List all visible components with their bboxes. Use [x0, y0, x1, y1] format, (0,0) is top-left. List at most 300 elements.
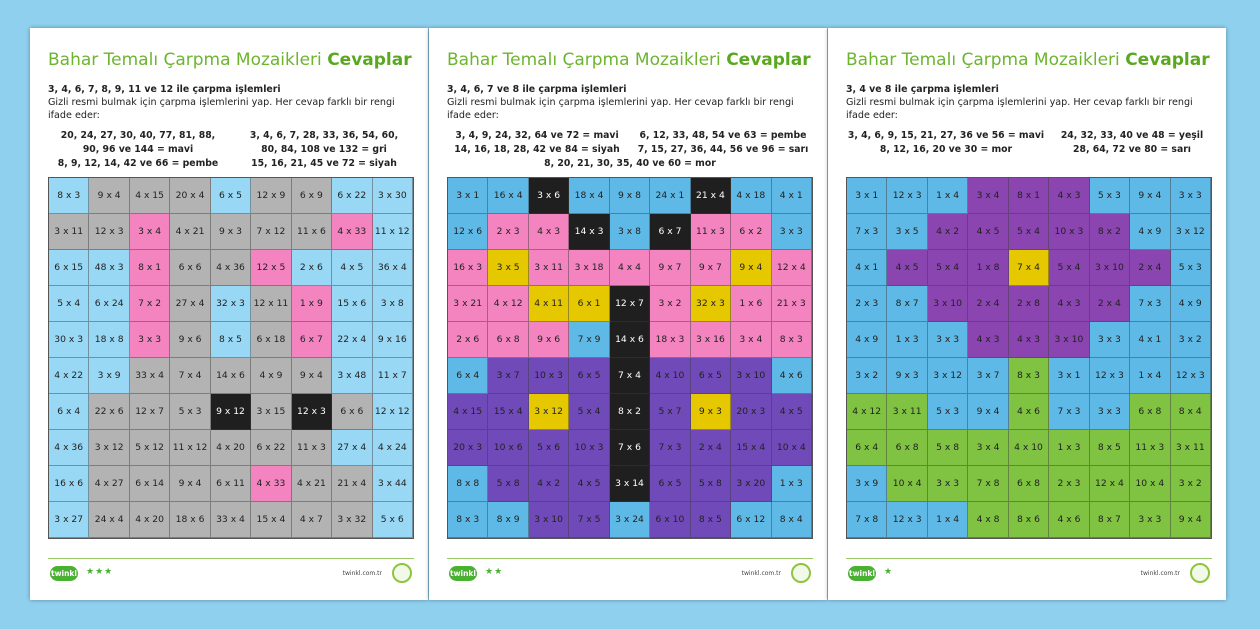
mosaic-cell: 12 x 7 — [130, 394, 170, 430]
mosaic-cell: 3 x 11 — [529, 250, 569, 286]
mosaic-cell: 11 x 12 — [170, 430, 210, 466]
mosaic-cell: 9 x 3 — [887, 358, 927, 394]
mosaic-cell: 12 x 3 — [887, 502, 927, 538]
key-line: 90, 96 ve 144 = mavi — [82, 144, 194, 155]
title-bold-text: Cevaplar — [327, 50, 412, 70]
mosaic-cell: 6 x 4 — [49, 394, 89, 430]
mosaic-cell: 3 x 44 — [373, 466, 413, 502]
mosaic-cell: 3 x 12 — [1171, 214, 1211, 250]
color-key — [846, 129, 1212, 157]
mosaic-cell: 16 x 4 — [488, 178, 528, 214]
mosaic-cell: 12 x 12 — [373, 394, 413, 430]
mosaic-cell: 2 x 6 — [292, 250, 332, 286]
difficulty-stars: ★★ — [485, 567, 504, 577]
color-key — [48, 129, 414, 171]
mosaic-cell: 9 x 3 — [211, 214, 251, 250]
mosaic-cell: 24 x 4 — [89, 502, 129, 538]
mosaic-cell: 3 x 20 — [731, 466, 771, 502]
mosaic-cell: 9 x 16 — [373, 322, 413, 358]
worksheet-2 — [429, 28, 827, 600]
mosaic-cell: 24 x 1 — [650, 178, 690, 214]
mosaic-cell: 12 x 3 — [89, 214, 129, 250]
mosaic-cell: 6 x 11 — [211, 466, 251, 502]
mosaic-cell: 4 x 5 — [332, 250, 372, 286]
mosaic-cell: 16 x 6 — [49, 466, 89, 502]
mosaic-cell: 8 x 3 — [448, 502, 488, 538]
mosaic-cell: 16 x 3 — [448, 250, 488, 286]
mosaic-cell: 4 x 3 — [1049, 286, 1089, 322]
mosaic-cell: 4 x 15 — [130, 178, 170, 214]
mosaic-cell: 1 x 8 — [968, 250, 1008, 286]
twinkl-logo: twinkl — [848, 566, 876, 581]
mosaic-cell: 8 x 1 — [130, 250, 170, 286]
key-line: 28, 64, 72 ve 80 = sarı — [1073, 144, 1191, 155]
mosaic-cell: 10 x 4 — [1130, 466, 1170, 502]
mosaic-cell: 3 x 5 — [488, 250, 528, 286]
mosaic-cell: 33 x 4 — [130, 358, 170, 394]
mosaic-cell: 14 x 6 — [211, 358, 251, 394]
mosaic-cell: 2 x 4 — [1130, 250, 1170, 286]
mosaic-cell: 12 x 11 — [251, 286, 291, 322]
mosaic-cell: 4 x 8 — [968, 502, 1008, 538]
site-url: twinkl.com.tr — [1140, 570, 1180, 577]
mosaic-cell: 1 x 3 — [887, 322, 927, 358]
mosaic-cell: 8 x 1 — [1009, 178, 1049, 214]
mosaic-cell: 3 x 4 — [130, 214, 170, 250]
mosaic-cell: 9 x 4 — [1171, 502, 1211, 538]
mosaic-cell: 4 x 27 — [89, 466, 129, 502]
mosaic-cell: 5 x 12 — [130, 430, 170, 466]
mosaic-cell: 27 x 4 — [332, 430, 372, 466]
mosaic-cell: 7 x 5 — [569, 502, 609, 538]
mosaic-cell: 8 x 2 — [610, 394, 650, 430]
mosaic-cell: 3 x 1 — [847, 178, 887, 214]
mosaic-cell: 3 x 12 — [529, 394, 569, 430]
difficulty-stars: ★★★ — [86, 567, 114, 577]
site-url: twinkl.com.tr — [741, 570, 781, 577]
mosaic-cell: 4 x 4 — [610, 250, 650, 286]
mosaic-cell: 6 x 7 — [650, 214, 690, 250]
mosaic-cell: 4 x 5 — [772, 394, 812, 430]
sheet-footer — [48, 558, 414, 585]
mosaic-cell: 4 x 1 — [772, 178, 812, 214]
mosaic-cell: 1 x 4 — [928, 502, 968, 538]
mosaic-cell: 8 x 8 — [448, 466, 488, 502]
twinkl-logo: twinkl — [50, 566, 78, 581]
mosaic-cell: 12 x 9 — [251, 178, 291, 214]
mosaic-cell: 15 x 4 — [731, 430, 771, 466]
key-line: 14, 16, 18, 28, 42 ve 84 = siyah — [454, 144, 620, 155]
mosaic-cell: 12 x 3 — [292, 394, 332, 430]
mosaic-cell: 4 x 2 — [928, 214, 968, 250]
mosaic-cell: 6 x 5 — [691, 358, 731, 394]
sheet-instructions: Gizli resmi bulmak için çarpma işlemlerini yap. Her cevap farklı bir rengi ifade eder: — [447, 97, 794, 121]
key-line: 8, 20, 21, 30, 35, 40 ve 60 = mor — [544, 158, 716, 169]
mosaic-cell: 11 x 6 — [292, 214, 332, 250]
mosaic-cell: 3 x 11 — [1171, 430, 1211, 466]
mosaic-cell: 6 x 18 — [251, 322, 291, 358]
mosaic-cell: 7 x 6 — [610, 430, 650, 466]
mosaic-cell: 3 x 11 — [887, 394, 927, 430]
mosaic-cell: 3 x 8 — [373, 286, 413, 322]
mosaic-cell: 22 x 4 — [332, 322, 372, 358]
mosaic-cell: 12 x 3 — [887, 178, 927, 214]
title-text: Bahar Temalı Çarpma Mozaikleri — [48, 50, 322, 70]
mosaic-grid — [48, 177, 414, 539]
mosaic-cell: 11 x 3 — [1130, 430, 1170, 466]
mosaic-cell: 4 x 10 — [1009, 430, 1049, 466]
mosaic-cell: 10 x 4 — [887, 466, 927, 502]
mosaic-cell: 4 x 2 — [529, 466, 569, 502]
mosaic-cell: 4 x 36 — [211, 250, 251, 286]
sheet-subtitle: 3, 4, 6, 7, 8, 9, 11 ve 12 ile çarpma işlemleri — [48, 84, 281, 95]
mosaic-cell: 2 x 3 — [1049, 466, 1089, 502]
mosaic-cell: 1 x 3 — [1049, 430, 1089, 466]
sheet-footer — [447, 558, 813, 585]
mosaic-cell: 5 x 3 — [170, 394, 210, 430]
mosaic-cell: 4 x 36 — [49, 430, 89, 466]
mosaic-cell: 8 x 4 — [1171, 394, 1211, 430]
mosaic-cell: 4 x 22 — [49, 358, 89, 394]
mosaic-cell: 18 x 4 — [569, 178, 609, 214]
mosaic-cell: 1 x 9 — [292, 286, 332, 322]
mosaic-cell: 7 x 9 — [569, 322, 609, 358]
key-line: 7, 15, 27, 36, 44, 56 ve 96 = sarı — [637, 144, 809, 155]
mosaic-cell: 4 x 33 — [332, 214, 372, 250]
mosaic-cell: 3 x 30 — [373, 178, 413, 214]
mosaic-cell: 3 x 18 — [569, 250, 609, 286]
key-line: 6, 12, 33, 48, 54 ve 63 = pembe — [639, 130, 807, 141]
mosaic-cell: 3 x 11 — [49, 214, 89, 250]
mosaic-cell: 2 x 8 — [1009, 286, 1049, 322]
mosaic-cell: 6 x 14 — [130, 466, 170, 502]
title-text: Bahar Temalı Çarpma Mozaikleri — [846, 50, 1120, 70]
mosaic-cell: 21 x 4 — [332, 466, 372, 502]
mosaic-cell: 10 x 3 — [1049, 214, 1089, 250]
mosaic-cell: 3 x 3 — [772, 214, 812, 250]
mosaic-cell: 8 x 5 — [211, 322, 251, 358]
mosaic-cell: 9 x 12 — [211, 394, 251, 430]
key-line: 20, 24, 27, 30, 40, 77, 81, 88, — [60, 130, 216, 141]
mosaic-cell: 5 x 8 — [928, 430, 968, 466]
mosaic-cell: 4 x 21 — [292, 466, 332, 502]
mosaic-cell: 11 x 12 — [373, 214, 413, 250]
mosaic-cell: 6 x 5 — [211, 178, 251, 214]
mosaic-cell: 6 x 7 — [292, 322, 332, 358]
mosaic-cell: 15 x 4 — [488, 394, 528, 430]
mosaic-cell: 4 x 20 — [211, 430, 251, 466]
mosaic-cell: 4 x 33 — [251, 466, 291, 502]
sheet-title — [48, 50, 416, 70]
mosaic-cell: 4 x 18 — [731, 178, 771, 214]
mosaic-cell: 6 x 6 — [170, 250, 210, 286]
mosaic-cell: 3 x 15 — [251, 394, 291, 430]
mosaic-cell: 10 x 4 — [772, 430, 812, 466]
mosaic-cell: 9 x 4 — [292, 358, 332, 394]
mosaic-cell: 11 x 3 — [691, 214, 731, 250]
difficulty-stars: ★ — [884, 567, 894, 577]
mosaic-cell: 6 x 8 — [1009, 466, 1049, 502]
mosaic-cell: 5 x 3 — [1171, 250, 1211, 286]
mosaic-cell: 9 x 6 — [170, 322, 210, 358]
mosaic-cell: 12 x 5 — [251, 250, 291, 286]
mosaic-cell: 20 x 3 — [448, 430, 488, 466]
mosaic-cell: 20 x 4 — [170, 178, 210, 214]
mosaic-cell: 1 x 3 — [772, 466, 812, 502]
mosaic-cell: 4 x 6 — [772, 358, 812, 394]
mosaic-cell: 3 x 10 — [1049, 322, 1089, 358]
mosaic-cell: 5 x 8 — [488, 466, 528, 502]
mosaic-cell: 6 x 24 — [89, 286, 129, 322]
mosaic-cell: 6 x 10 — [650, 502, 690, 538]
title-bold-text: Cevaplar — [726, 50, 811, 70]
mosaic-cell: 4 x 5 — [887, 250, 927, 286]
mosaic-cell: 1 x 6 — [731, 286, 771, 322]
mosaic-cell: 4 x 6 — [1009, 394, 1049, 430]
mosaic-cell: 9 x 4 — [731, 250, 771, 286]
mosaic-cell: 2 x 6 — [448, 322, 488, 358]
mosaic-cell: 3 x 1 — [1049, 358, 1089, 394]
mosaic-cell: 36 x 4 — [373, 250, 413, 286]
mosaic-cell: 6 x 8 — [1130, 394, 1170, 430]
mosaic-cell: 3 x 32 — [332, 502, 372, 538]
mosaic-cell: 3 x 3 — [928, 466, 968, 502]
mosaic-cell: 4 x 1 — [1130, 322, 1170, 358]
mosaic-cell: 6 x 22 — [251, 430, 291, 466]
quality-badge-icon — [392, 563, 412, 583]
mosaic-cell: 3 x 4 — [968, 178, 1008, 214]
mosaic-cell: 4 x 12 — [488, 286, 528, 322]
mosaic-cell: 2 x 3 — [847, 286, 887, 322]
title-text: Bahar Temalı Çarpma Mozaikleri — [447, 50, 721, 70]
mosaic-cell: 8 x 9 — [488, 502, 528, 538]
mosaic-cell: 8 x 5 — [1090, 430, 1130, 466]
mosaic-cell: 2 x 4 — [1090, 286, 1130, 322]
mosaic-cell: 9 x 4 — [89, 178, 129, 214]
mosaic-cell: 4 x 24 — [373, 430, 413, 466]
mosaic-cell: 5 x 6 — [529, 430, 569, 466]
mosaic-cell: 12 x 3 — [1171, 358, 1211, 394]
mosaic-cell: 4 x 15 — [448, 394, 488, 430]
mosaic-cell: 7 x 3 — [847, 214, 887, 250]
mosaic-cell: 7 x 3 — [1049, 394, 1089, 430]
mosaic-cell: 3 x 3 — [1171, 178, 1211, 214]
mosaic-cell: 6 x 2 — [731, 214, 771, 250]
mosaic-cell: 8 x 7 — [887, 286, 927, 322]
mosaic-cell: 18 x 8 — [89, 322, 129, 358]
mosaic-cell: 18 x 6 — [170, 502, 210, 538]
mosaic-cell: 3 x 2 — [1171, 466, 1211, 502]
mosaic-cell: 8 x 3 — [1009, 358, 1049, 394]
mosaic-cell: 9 x 4 — [968, 394, 1008, 430]
mosaic-cell: 3 x 4 — [968, 430, 1008, 466]
mosaic-cell: 5 x 6 — [373, 502, 413, 538]
mosaic-cell: 7 x 3 — [1130, 286, 1170, 322]
mosaic-cell: 15 x 6 — [332, 286, 372, 322]
mosaic-cell: 4 x 9 — [847, 322, 887, 358]
key-line: 15, 16, 21, 45 ve 72 = siyah — [251, 158, 397, 169]
mosaic-cell: 3 x 3 — [928, 322, 968, 358]
mosaic-cell: 3 x 3 — [1130, 502, 1170, 538]
mosaic-cell: 9 x 4 — [170, 466, 210, 502]
mosaic-cell: 6 x 8 — [488, 322, 528, 358]
mosaic-cell: 8 x 5 — [691, 502, 731, 538]
mosaic-cell: 3 x 1 — [448, 178, 488, 214]
mosaic-cell: 4 x 3 — [529, 214, 569, 250]
mosaic-cell: 6 x 12 — [731, 502, 771, 538]
mosaic-cell: 14 x 3 — [569, 214, 609, 250]
mosaic-cell: 4 x 9 — [251, 358, 291, 394]
sheet-title — [846, 50, 1214, 70]
mosaic-cell: 4 x 9 — [1171, 286, 1211, 322]
mosaic-cell: 8 x 3 — [49, 178, 89, 214]
mosaic-cell: 7 x 4 — [170, 358, 210, 394]
mosaic-cell: 4 x 12 — [847, 394, 887, 430]
mosaic-cell: 30 x 3 — [49, 322, 89, 358]
mosaic-cell: 9 x 4 — [1130, 178, 1170, 214]
mosaic-cell: 9 x 7 — [650, 250, 690, 286]
mosaic-cell: 3 x 2 — [650, 286, 690, 322]
mosaic-cell: 4 x 20 — [130, 502, 170, 538]
mosaic-cell: 3 x 2 — [847, 358, 887, 394]
sheet-subtitle: 3, 4 ve 8 ile çarpma işlemleri — [846, 84, 999, 95]
mosaic-cell: 8 x 4 — [772, 502, 812, 538]
sheet-subtitle: 3, 4, 6, 7 ve 8 ile çarpma işlemleri — [447, 84, 627, 95]
mosaic-cell: 5 x 4 — [569, 394, 609, 430]
mosaic-cell: 3 x 3 — [1090, 322, 1130, 358]
mosaic-cell: 4 x 5 — [569, 466, 609, 502]
mosaic-cell: 18 x 3 — [650, 322, 690, 358]
mosaic-cell: 2 x 4 — [968, 286, 1008, 322]
mosaic-cell: 7 x 4 — [610, 358, 650, 394]
key-line: 80, 84, 108 ve 132 = gri — [261, 144, 387, 155]
mosaic-cell: 3 x 3 — [130, 322, 170, 358]
mosaic-cell: 3 x 9 — [847, 466, 887, 502]
key-line: 3, 4, 6, 9, 15, 21, 27, 36 ve 56 = mavi — [847, 130, 1045, 141]
mosaic-cell: 11 x 3 — [292, 430, 332, 466]
mosaic-cell: 4 x 6 — [1049, 502, 1089, 538]
mosaic-cell: 6 x 6 — [332, 394, 372, 430]
mosaic-cell: 4 x 1 — [847, 250, 887, 286]
mosaic-cell: 3 x 27 — [49, 502, 89, 538]
mosaic-cell: 4 x 3 — [968, 322, 1008, 358]
mosaic-cell: 8 x 3 — [772, 322, 812, 358]
mosaic-cell: 4 x 3 — [1009, 322, 1049, 358]
sheet-instructions: Gizli resmi bulmak için çarpma işlemlerini yap. Her cevap farklı bir rengi ifade eder: — [846, 97, 1193, 121]
mosaic-cell: 3 x 10 — [731, 358, 771, 394]
mosaic-cell: 4 x 3 — [1049, 178, 1089, 214]
key-line: 3, 4, 9, 24, 32, 64 ve 72 = mavi — [455, 130, 619, 141]
mosaic-cell: 5 x 4 — [1009, 214, 1049, 250]
mosaic-cell: 6 x 15 — [49, 250, 89, 286]
worksheet-1 — [30, 28, 428, 600]
mosaic-cell: 48 x 3 — [89, 250, 129, 286]
title-bold-text: Cevaplar — [1125, 50, 1210, 70]
mosaic-cell: 2 x 3 — [488, 214, 528, 250]
mosaic-cell: 8 x 2 — [1090, 214, 1130, 250]
mosaic-cell: 3 x 12 — [89, 430, 129, 466]
mosaic-cell: 9 x 6 — [529, 322, 569, 358]
sheet-footer — [846, 558, 1212, 585]
mosaic-cell: 22 x 6 — [89, 394, 129, 430]
mosaic-cell: 7 x 8 — [847, 502, 887, 538]
mosaic-cell: 6 x 5 — [569, 358, 609, 394]
mosaic-cell: 21 x 3 — [772, 286, 812, 322]
mosaic-cell: 10 x 3 — [529, 358, 569, 394]
mosaic-cell: 3 x 10 — [1090, 250, 1130, 286]
mosaic-cell: 1 x 4 — [928, 178, 968, 214]
mosaic-cell: 9 x 3 — [691, 394, 731, 430]
mosaic-cell: 3 x 16 — [691, 322, 731, 358]
mosaic-cell: 4 x 10 — [650, 358, 690, 394]
key-line: 24, 32, 33, 40 ve 48 = yeşil — [1060, 130, 1204, 141]
mosaic-cell: 2 x 4 — [691, 430, 731, 466]
mosaic-grid — [846, 177, 1212, 539]
mosaic-cell: 7 x 8 — [968, 466, 1008, 502]
mosaic-cell: 15 x 4 — [251, 502, 291, 538]
mosaic-cell: 9 x 7 — [691, 250, 731, 286]
mosaic-cell: 3 x 8 — [610, 214, 650, 250]
mosaic-cell: 3 x 21 — [448, 286, 488, 322]
sheet-instructions: Gizli resmi bulmak için çarpma işlemlerini yap. Her cevap farklı bir rengi ifade eder: — [48, 97, 395, 121]
mosaic-cell: 10 x 3 — [569, 430, 609, 466]
mosaic-cell: 3 x 24 — [610, 502, 650, 538]
mosaic-cell: 10 x 6 — [488, 430, 528, 466]
mosaic-cell: 12 x 6 — [448, 214, 488, 250]
mosaic-cell: 6 x 8 — [887, 430, 927, 466]
mosaic-cell: 1 x 4 — [1130, 358, 1170, 394]
key-line: 3, 4, 6, 7, 28, 33, 36, 54, 60, — [249, 130, 399, 141]
mosaic-cell: 20 x 3 — [731, 394, 771, 430]
mosaic-cell: 3 x 48 — [332, 358, 372, 394]
mosaic-cell: 14 x 6 — [610, 322, 650, 358]
mosaic-cell: 3 x 7 — [968, 358, 1008, 394]
mosaic-cell: 4 x 11 — [529, 286, 569, 322]
mosaic-cell: 3 x 7 — [488, 358, 528, 394]
mosaic-cell: 27 x 4 — [170, 286, 210, 322]
mosaic-cell: 4 x 7 — [292, 502, 332, 538]
color-key — [447, 129, 813, 171]
sheet-title — [447, 50, 815, 70]
mosaic-cell: 4 x 9 — [1130, 214, 1170, 250]
mosaic-cell: 6 x 5 — [650, 466, 690, 502]
mosaic-cell: 6 x 9 — [292, 178, 332, 214]
mosaic-cell: 12 x 3 — [1090, 358, 1130, 394]
mosaic-cell: 8 x 7 — [1090, 502, 1130, 538]
mosaic-cell: 5 x 8 — [691, 466, 731, 502]
mosaic-cell: 3 x 3 — [1090, 394, 1130, 430]
mosaic-cell: 3 x 12 — [928, 358, 968, 394]
mosaic-cell: 6 x 4 — [847, 430, 887, 466]
mosaic-cell: 4 x 5 — [968, 214, 1008, 250]
mosaic-cell: 7 x 4 — [1009, 250, 1049, 286]
mosaic-cell: 21 x 4 — [691, 178, 731, 214]
key-line: 8, 9, 12, 14, 42 ve 66 = pembe — [57, 158, 219, 169]
mosaic-cell: 32 x 3 — [691, 286, 731, 322]
mosaic-cell: 3 x 10 — [529, 502, 569, 538]
quality-badge-icon — [791, 563, 811, 583]
mosaic-cell: 11 x 7 — [373, 358, 413, 394]
mosaic-cell: 6 x 4 — [448, 358, 488, 394]
mosaic-cell: 6 x 1 — [569, 286, 609, 322]
mosaic-cell: 3 x 4 — [731, 322, 771, 358]
mosaic-cell: 12 x 4 — [772, 250, 812, 286]
mosaic-cell: 3 x 10 — [928, 286, 968, 322]
mosaic-cell: 3 x 5 — [887, 214, 927, 250]
mosaic-cell: 7 x 2 — [130, 286, 170, 322]
mosaic-cell: 3 x 14 — [610, 466, 650, 502]
mosaic-cell: 5 x 4 — [49, 286, 89, 322]
